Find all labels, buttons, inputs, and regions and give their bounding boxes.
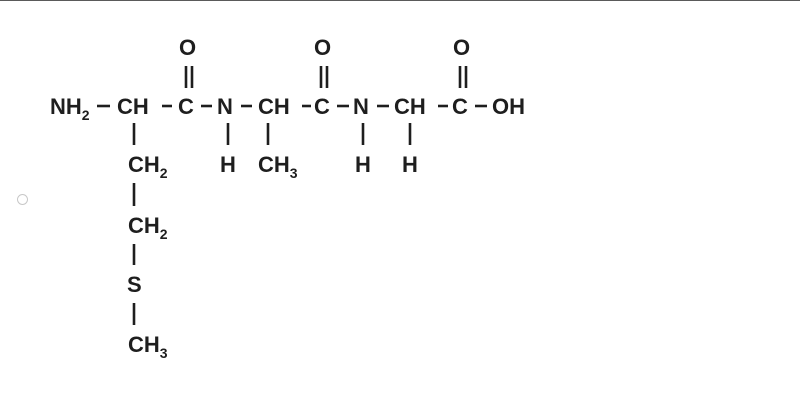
hydroxyl-group: OH [492,94,525,119]
alanine-methyl-base: CH [258,152,290,177]
amide-nitrogen-2: N [353,94,369,119]
carbonyl-oxygen-2: O [314,35,332,60]
alanine-methyl-subscript: 3 [289,165,298,181]
amino-group [50,94,90,123]
side-chain-ch2-a-subscript: 2 [159,165,168,181]
carbonyl-oxygen-3: O [453,35,471,60]
carbonyl-carbon-1: C [178,94,194,119]
amide-hydrogen-1: H [220,152,236,177]
side-chain-ch2-a [128,152,168,181]
side-chain-ch2-b-base: CH [128,213,160,238]
side-chain-ch2-a-base: CH [128,152,160,177]
side-chain-ch2-b [128,213,168,242]
side-chain-ch2-b-subscript: 2 [159,226,168,242]
side-chain-ch3-subscript: 3 [159,345,168,361]
side-chain-ch3-base: CH [128,332,160,357]
carbonyl-carbon-2: C [314,94,330,119]
carbonyl-oxygen-1: O [179,35,197,60]
sulfur-atom: S [127,272,142,297]
carboxyl-carbon: C [452,94,468,119]
amide-hydrogen-2: H [355,152,371,177]
alpha-carbon-1: CH [117,94,149,119]
alpha-carbon-2: CH [258,94,290,119]
amino-group-subscript: 2 [81,107,90,123]
alanine-methyl [258,152,298,181]
amino-group-base: NH [50,94,82,119]
glycine-hydrogen: H [402,152,418,177]
alpha-carbon-3: CH [394,94,426,119]
side-chain-ch3 [128,332,168,361]
amide-nitrogen-1: N [217,94,233,119]
